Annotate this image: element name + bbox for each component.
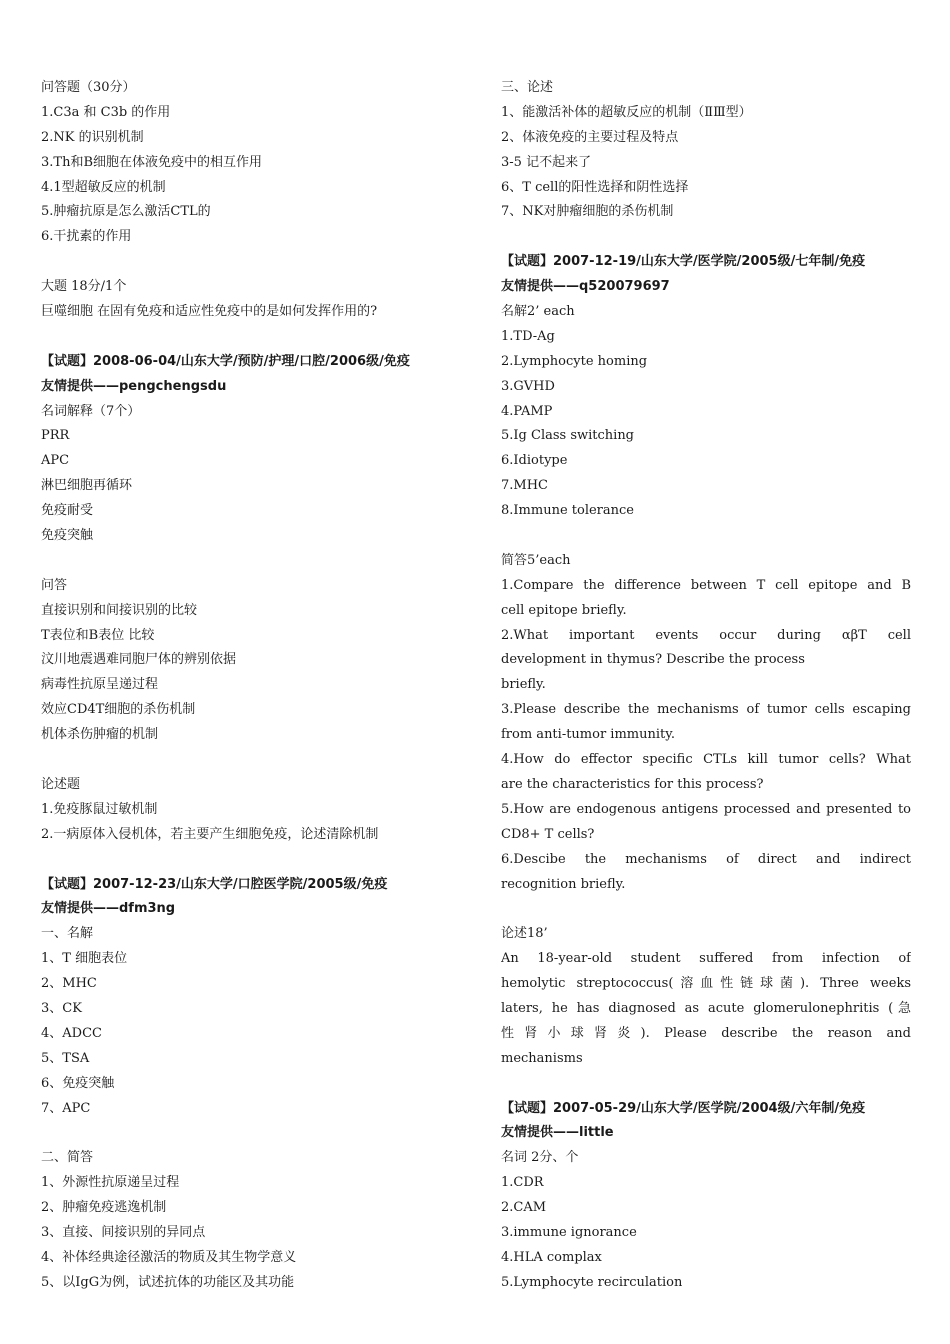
left-blank-line xyxy=(41,848,461,873)
left-text-line: 7、APC xyxy=(41,1100,91,1116)
left-text-line: 病毒性抗原呈递过程 xyxy=(41,677,159,693)
right-text-line: from anti-tumor immunity. xyxy=(501,727,675,743)
left-text-line: 2.一病原体入侵机体，若主要产生细胞免疫，论述清除机制 xyxy=(41,826,379,842)
left-exam-heading: 【试题】2008-06-04/山东大学/预防/护理/口腔/2006级/免疫 xyxy=(41,353,410,369)
left-text-line: 5.肿瘤抗原是怎么激活CTL的 xyxy=(41,204,211,220)
left-blank-line xyxy=(41,1121,461,1146)
left-text-line: 大题 18分/1个 xyxy=(41,279,127,295)
left-text-line: 6、免疫突触 xyxy=(41,1075,115,1091)
left-text-line: 3.Th和B细胞在体液免疫中的相互作用 xyxy=(41,154,263,170)
right-text-line: mechanisms xyxy=(501,1050,583,1066)
right-text-line: hemolytic streptococcus(溶血性链球菌). Three weeks xyxy=(501,976,911,992)
right-text-line: 三、论述 xyxy=(501,80,554,95)
left-text-line: 免疫耐受 xyxy=(41,503,94,519)
right-text-line: 5.Lymphocyte recirculation xyxy=(501,1274,683,1290)
right-text-line: 7.MHC xyxy=(501,478,548,494)
right-text-line: 3.GVHD xyxy=(501,378,555,394)
right-text-line: 名词 2分、个 xyxy=(501,1150,579,1166)
right-text-line: 2.CAM xyxy=(501,1200,547,1216)
left-text-line: 3、直接、间接识别的异同点 xyxy=(41,1224,206,1240)
right-text-line: 4.How do effector specific CTLs kill tumor cells? What xyxy=(501,752,911,768)
right-text-line: 论述18’ xyxy=(501,926,548,942)
left-exam-heading: 【试题】2007-12-23/山东大学/口腔医学院/2005级/免疫 xyxy=(41,876,388,892)
right-text-line: 1.Compare the difference between T cell epitope and B xyxy=(501,577,911,593)
left-text-line: 1、T 细胞表位 xyxy=(41,951,128,967)
right-text-line: 4.HLA complax xyxy=(501,1249,602,1265)
right-text-line: briefly. xyxy=(501,677,546,693)
left-text-line: 4、补体经典途径激活的物质及其生物学意义 xyxy=(41,1249,297,1265)
right-text-line: are the characteristics for this process? xyxy=(501,776,764,792)
right-exam-heading: 【试题】2007-12-19/山东大学/医学院/2005级/七年制/免疫 xyxy=(501,254,866,270)
right-text-line: 6、T cell的阳性选择和阴性选择 xyxy=(501,179,689,195)
left-text-line: 直接识别和间接识别的比较 xyxy=(41,602,198,618)
right-text-line: 名解2’ each xyxy=(501,304,575,320)
left-text-line: 淋巴细胞再循环 xyxy=(41,478,133,494)
left-text-line: 3、CK xyxy=(41,1000,82,1016)
right-text-line: 2.What important events occur during αβT cell xyxy=(501,627,911,643)
right-blank-line xyxy=(501,524,911,549)
left-text-line: 名词解释（7个） xyxy=(41,403,141,419)
right-text-line: 3.immune ignorance xyxy=(501,1224,637,1240)
right-text-line: 4.PAMP xyxy=(501,403,553,419)
right-text-line: 1.CDR xyxy=(501,1175,544,1191)
right-text-line: 1.TD-Ag xyxy=(501,328,555,344)
right-text-line: development in thymus? Describe the process xyxy=(501,652,805,668)
left-text-line: 1、外源性抗原递呈过程 xyxy=(41,1175,180,1191)
right-blank-line xyxy=(501,1072,911,1097)
left-text-line: 论述题 xyxy=(41,776,81,792)
left-text-line: T表位和B表位 比较 xyxy=(41,627,155,643)
right-blank-line xyxy=(501,225,911,250)
left-text-line: 问答题（30分） xyxy=(41,80,136,95)
right-text-line: 5.Ig Class switching xyxy=(501,428,635,444)
right-text-line: CD8+ T cells? xyxy=(501,826,595,842)
right-text-line: 3.Please describe the mechanisms of tumor cells escaping xyxy=(501,702,911,718)
left-blank-line xyxy=(41,250,461,275)
left-text-line: 效应CD4T细胞的杀伤机制 xyxy=(41,702,196,718)
right-text-line: cell epitope briefly. xyxy=(501,602,627,618)
left-exam-heading: 友情提供——pengchengsdu xyxy=(41,378,227,394)
right-text-line: 2、体液免疫的主要过程及特点 xyxy=(501,129,679,145)
right-text-line: recognition briefly. xyxy=(501,876,626,892)
left-text-line: 2.NK 的识别机制 xyxy=(41,129,144,145)
right-exam-heading: 【试题】2007-05-29/山东大学/医学院/2004级/六年制/免疫 xyxy=(501,1100,866,1116)
left-text-line: 1.C3a 和 C3b 的作用 xyxy=(41,104,171,120)
right-text-line: 6.Idiotype xyxy=(501,453,568,469)
right-text-line: 2.Lymphocyte homing xyxy=(501,353,648,369)
right-text-line: laters, he has diagnosed as acute glomerulonephritis (急 xyxy=(501,1000,911,1016)
right-text-line: 性肾小球肾炎). Please describe the reason and xyxy=(501,1025,911,1041)
left-text-line: APC xyxy=(41,453,70,469)
right-text-line: An 18-year-old student suffered from infection of xyxy=(501,951,911,967)
left-text-line: 机体杀伤肿瘤的机制 xyxy=(41,727,159,743)
right-text-line: 6.Descibe the mechanisms of direct and indirect xyxy=(501,851,911,867)
left-text-line: 5、TSA xyxy=(41,1050,90,1066)
left-blank-line xyxy=(41,748,461,773)
right-blank-line xyxy=(501,897,911,922)
left-text-line: 1.免疫豚鼠过敏机制 xyxy=(41,801,158,817)
right-text-line: 7、NK对肿瘤细胞的杀伤机制 xyxy=(501,204,674,220)
left-text-line: 4.1型超敏反应的机制 xyxy=(41,179,166,195)
right-text-line: 3-5 记不起来了 xyxy=(501,154,592,170)
left-text-line: 4、ADCC xyxy=(41,1025,102,1041)
left-blank-line xyxy=(41,325,461,350)
left-text-line: PRR xyxy=(41,428,70,444)
right-text-line: 1、能激活补体的超敏反应的机制（ⅡⅢ型） xyxy=(501,104,752,120)
right-exam-heading: 友情提供——little xyxy=(501,1125,614,1141)
right-exam-heading: 友情提供——q520079697 xyxy=(501,279,670,295)
left-text-line: 免疫突触 xyxy=(41,528,94,544)
left-text-line: 2、MHC xyxy=(41,976,97,992)
right-text-line: 简答5’each xyxy=(501,552,571,568)
left-text-line: 二、简答 xyxy=(41,1150,94,1166)
right-text-line: 8.Immune tolerance xyxy=(501,503,634,519)
left-blank-line xyxy=(41,549,461,574)
left-text-line: 汶川地震遇难同胞尸体的辨别依据 xyxy=(41,652,237,668)
left-text-line: 一、名解 xyxy=(41,926,94,942)
left-text-line: 5、以IgG为例，试述抗体的功能区及其功能 xyxy=(41,1274,295,1290)
left-text-line: 2、肿瘤免疫逃逸机制 xyxy=(41,1200,167,1216)
left-exam-heading: 友情提供——dfm3ng xyxy=(41,901,176,917)
left-text-line: 巨噬细胞 在固有免疫和适应性免疫中的是如何发挥作用的? xyxy=(41,304,378,320)
left-text-line: 问答 xyxy=(41,577,68,593)
left-column xyxy=(41,76,461,1296)
right-text-line: 5.How are endogenous antigens processed and presented to xyxy=(501,801,911,817)
right-column xyxy=(501,76,911,1296)
left-text-line: 6.干扰素的作用 xyxy=(41,229,132,245)
